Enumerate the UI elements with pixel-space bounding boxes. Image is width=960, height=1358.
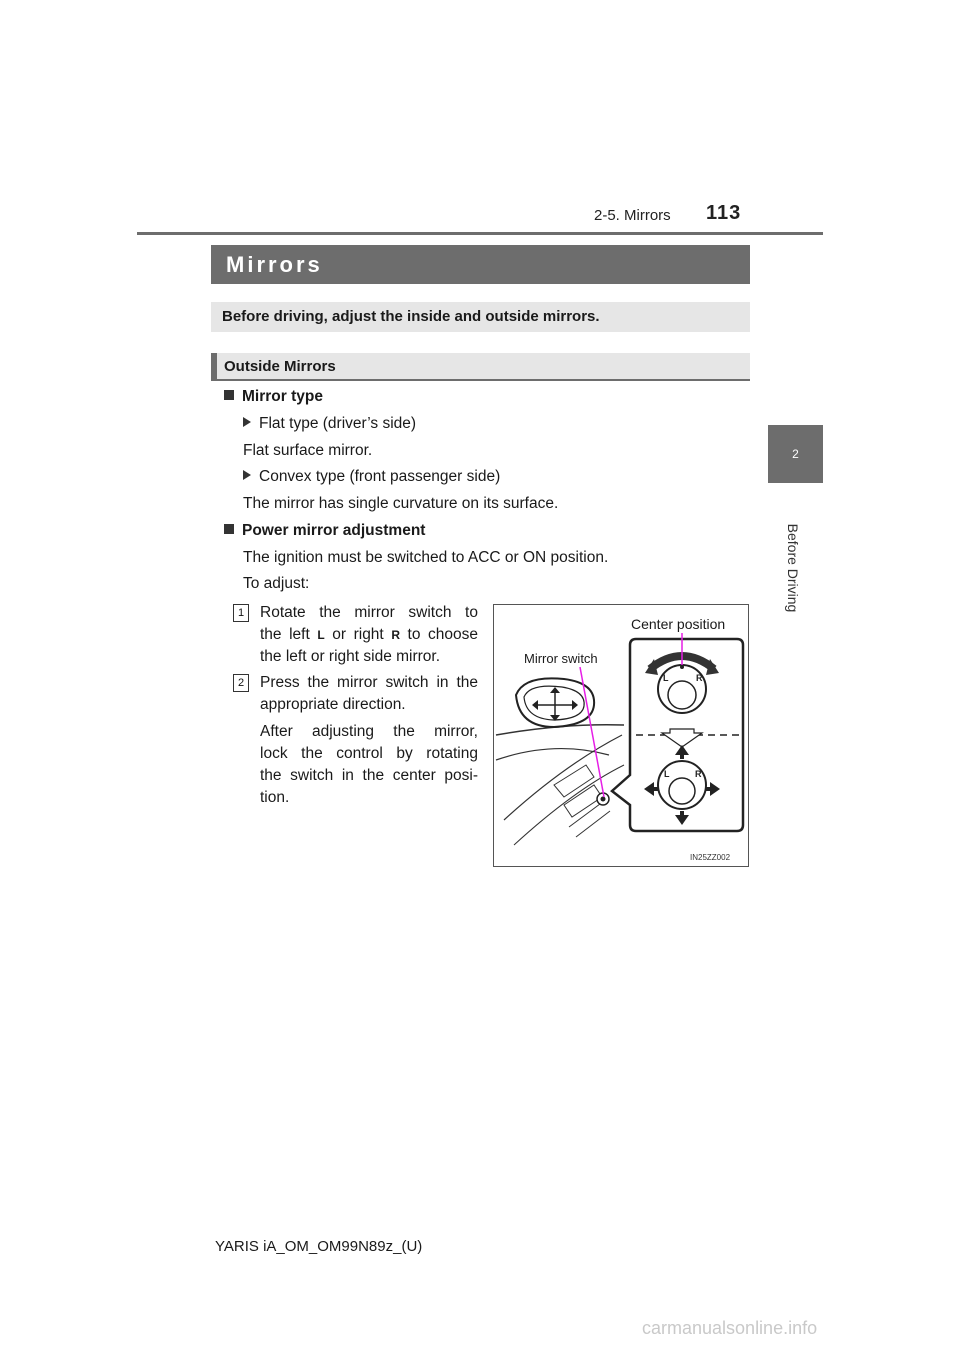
knob-left-label: L: [664, 769, 670, 779]
chapter-label: Before Driving: [785, 523, 801, 613]
intro-text: Before driving, adjust the inside and outside mirrors.: [222, 308, 600, 325]
watermark: carmanualsonline.info: [642, 1318, 818, 1338]
switch-callout-line: [580, 667, 604, 797]
header-rule: [137, 232, 823, 235]
triangle-bullet-icon: [243, 417, 251, 427]
section-label: 2-5. Mirrors: [594, 207, 671, 224]
subsection-title: Outside Mirrors: [224, 358, 336, 375]
power-mirror-heading: Power mirror adjustment: [224, 522, 425, 540]
step1-line3: the left or right side mirror.: [260, 648, 441, 665]
page-number: 113: [706, 202, 742, 224]
step2-line1: Press the mirror switch in the: [260, 674, 478, 691]
knob-left-label: L: [663, 673, 669, 683]
figure-code: IN25ZZ002: [690, 853, 731, 862]
right-glyph-icon: R: [391, 628, 400, 642]
mirror-switch-label: Mirror switch: [524, 651, 598, 666]
convex-type-desc: The mirror has single curvature on its surface.: [243, 495, 559, 512]
step2-line2: appropriate direction.: [260, 696, 406, 713]
mirror-type-heading: Mirror type: [224, 388, 323, 406]
ignition-note: The ignition must be switched to ACC or ON position.: [243, 549, 609, 566]
knob-right-label: R: [695, 769, 702, 779]
after-line3: the switch in the center posi-: [260, 767, 478, 784]
mirror-switch-illustration: [494, 605, 748, 866]
chapter-tab: 2: [768, 425, 823, 483]
footer-doc-id: YARIS iA_OM_OM99N89z_(U): [215, 1238, 423, 1255]
flat-type-item: Flat type (driver’s side): [243, 415, 416, 433]
step1-line1: Rotate the mirror switch to: [260, 604, 478, 621]
step-number-1: 1: [233, 604, 249, 622]
subsection-rule: [211, 379, 750, 381]
flat-type-desc: Flat surface mirror.: [243, 442, 373, 459]
left-glyph-icon: L: [317, 628, 325, 642]
center-position-label: Center position: [631, 616, 726, 632]
after-line4: tion.: [260, 789, 290, 806]
square-bullet-icon: [224, 390, 234, 400]
step1-line2: the left L or right R to choose: [260, 626, 479, 643]
page-title: Mirrors: [226, 252, 323, 277]
mirror-switch-figure: [493, 604, 749, 867]
convex-type-item: Convex type (front passenger side): [243, 468, 500, 486]
after-line2: lock the control by rotating: [260, 745, 478, 762]
to-adjust-label: To adjust:: [243, 575, 310, 592]
after-line1: After adjusting the mirror,: [260, 723, 478, 740]
square-bullet-icon: [224, 524, 234, 534]
triangle-bullet-icon: [243, 470, 251, 480]
knob-right-label: R: [696, 673, 703, 683]
step-number-2: 2: [233, 674, 249, 692]
